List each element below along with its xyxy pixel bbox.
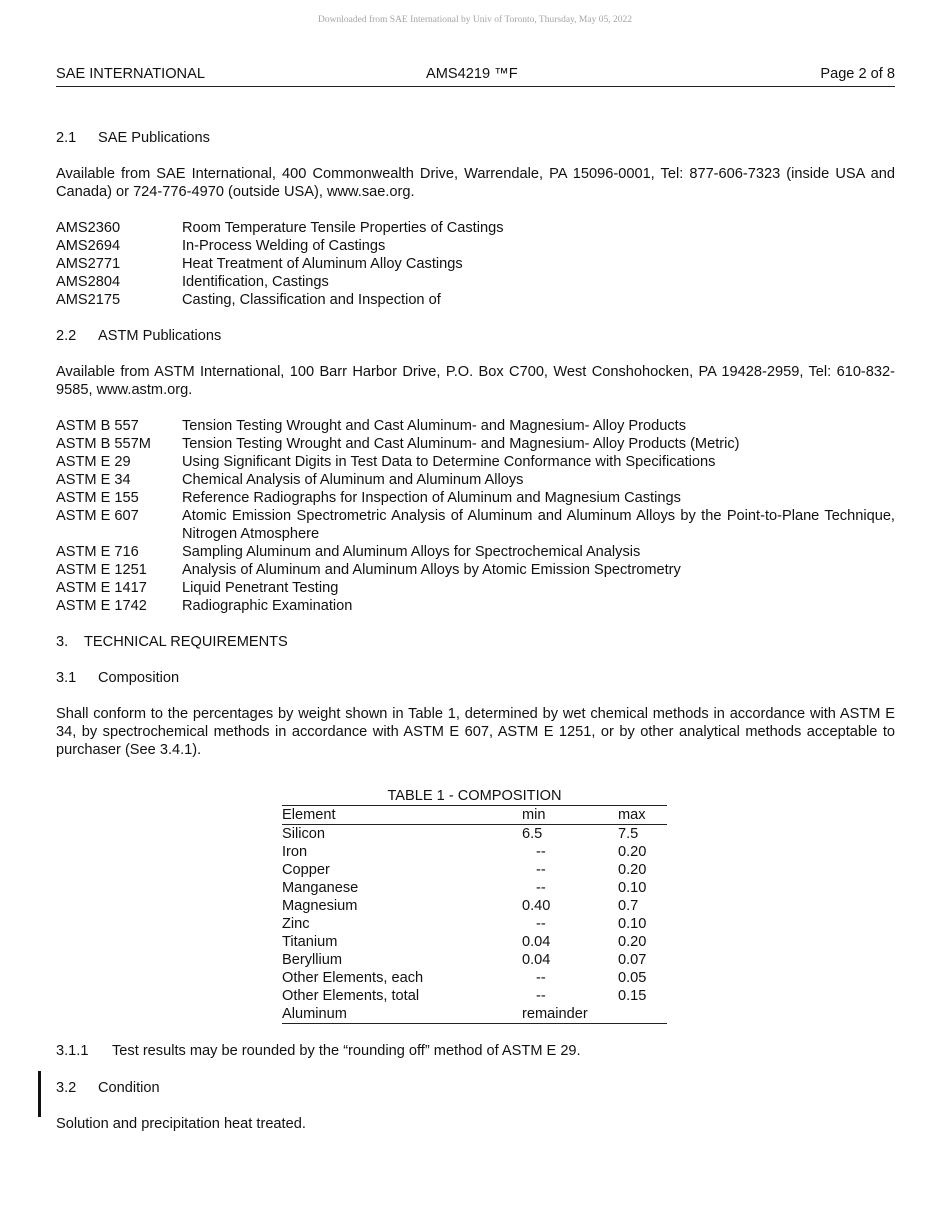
section-number: 3.1.1 — [56, 1043, 89, 1059]
cell-element: Iron — [282, 844, 308, 860]
reference-title: Using Significant Digits in Test Data to Determine Conformance with Specifications — [182, 454, 716, 470]
table-row — [282, 1005, 667, 1024]
reference-code: ASTM E 1742 — [56, 598, 147, 614]
reference-code: ASTM E 155 — [56, 490, 139, 506]
table-row — [282, 897, 667, 915]
reference-code: AMS2694 — [56, 238, 121, 254]
section-title: Composition — [98, 670, 180, 686]
reference-code: AMS2771 — [56, 256, 121, 272]
reference-title: Room Temperature Tensile Properties of Castings — [182, 220, 504, 236]
table-caption: TABLE 1 - COMPOSITION — [387, 788, 562, 804]
section-3-1-heading — [56, 669, 895, 687]
section-3-2-text: Solution and precipitation heat treated. — [56, 1116, 306, 1132]
table-row — [282, 951, 667, 969]
section-number: 3.2 — [56, 1080, 77, 1096]
reference-code: AMS2360 — [56, 220, 121, 236]
reference-item — [56, 291, 895, 309]
cell-max — [618, 1005, 667, 1024]
cell-max: 0.10 — [618, 916, 647, 932]
section-3-1-text: Shall conform to the percentages by weight shown in Table 1, determined by wet chemical methods in accordance with ASTM E 34, by spectrochemical methods in accordance with ASTM E 607, ASTM E 1251, or by other analytical methods acceptable to purchaser (See 3.4.1). — [56, 706, 895, 758]
cell-min: -- — [536, 970, 546, 986]
composition-table — [282, 787, 667, 1024]
document-body — [56, 129, 895, 1133]
section-3-2-heading — [56, 1079, 895, 1097]
cell-min: -- — [536, 916, 546, 932]
section-title: ASTM Publications — [98, 328, 222, 344]
reference-code: ASTM E 607 — [56, 508, 139, 524]
reference-title: Liquid Penetrant Testing — [182, 580, 339, 596]
section-title: Condition — [98, 1080, 160, 1096]
reference-title: Chemical Analysis of Aluminum and Aluminum Alloys — [182, 472, 524, 488]
column-header-min: min — [522, 807, 546, 823]
section-3-1-1 — [56, 1042, 895, 1060]
table-row — [282, 861, 667, 879]
cell-min: 6.5 — [522, 826, 543, 842]
table-row — [282, 879, 667, 897]
reference-title: Atomic Emission Spectrometric Analysis of Aluminum and Aluminum Alloys by the Point-to-Plane Technique, Nitrogen Atmosphere — [182, 508, 895, 542]
cell-max: 0.7 — [618, 898, 639, 914]
cell-element: Other Elements, each — [282, 970, 424, 986]
composition-table-grid — [282, 805, 667, 1024]
reference-item — [56, 219, 895, 237]
header-page-number: Page 2 of 8 — [820, 66, 895, 82]
cell-element: Other Elements, total — [282, 988, 420, 1004]
section-3-heading — [56, 633, 895, 651]
cell-element: Aluminum — [282, 1006, 347, 1022]
reference-item — [56, 579, 895, 597]
section-2-2-heading — [56, 327, 895, 345]
column-header-element: Element — [282, 807, 336, 823]
cell-max: 0.05 — [618, 970, 647, 986]
reference-code: ASTM E 716 — [56, 544, 139, 560]
cell-min: -- — [536, 880, 546, 896]
reference-code: ASTM E 1251 — [56, 562, 147, 578]
page-header — [56, 66, 895, 87]
reference-item — [56, 597, 895, 615]
reference-item — [56, 237, 895, 255]
column-header-max: max — [618, 807, 646, 823]
reference-title: Sampling Aluminum and Aluminum Alloys for Spectrochemical Analysis — [182, 544, 641, 560]
cell-max: 0.20 — [618, 862, 647, 878]
reference-item — [56, 435, 895, 453]
sae-reference-list — [56, 219, 895, 309]
revision-change-bar — [38, 1071, 41, 1117]
cell-min: remainder — [522, 1006, 588, 1022]
cell-element: Manganese — [282, 880, 359, 896]
table-row — [282, 825, 667, 844]
reference-code: ASTM E 34 — [56, 472, 131, 488]
cell-max: 0.20 — [618, 844, 647, 860]
reference-code: ASTM B 557 — [56, 418, 139, 434]
download-notice: Downloaded from SAE International by Univ of Toronto, Thursday, May 05, 2022 — [318, 15, 632, 25]
reference-item — [56, 561, 895, 579]
reference-title: Radiographic Examination — [182, 598, 353, 614]
cell-max: 0.10 — [618, 880, 647, 896]
reference-item — [56, 543, 895, 561]
cell-element: Titanium — [282, 934, 338, 950]
reference-title: Reference Radiographs for Inspection of Aluminum and Magnesium Castings — [182, 490, 681, 506]
reference-item — [56, 507, 895, 543]
section-title: TECHNICAL REQUIREMENTS — [84, 634, 288, 650]
reference-title: Tension Testing Wrought and Cast Aluminum- and Magnesium- Alloy Products — [182, 418, 687, 434]
reference-title: In-Process Welding of Castings — [182, 238, 386, 254]
cell-max: 0.15 — [618, 988, 647, 1004]
cell-element: Magnesium — [282, 898, 358, 914]
reference-code: ASTM B 557M — [56, 436, 151, 452]
cell-element: Silicon — [282, 826, 325, 842]
reference-item — [56, 273, 895, 291]
cell-max: 0.07 — [618, 952, 647, 968]
section-title: SAE Publications — [98, 130, 210, 146]
reference-code: AMS2804 — [56, 274, 121, 290]
section-2-1-text: Available from SAE International, 400 Commonwealth Drive, Warrendale, PA 15096-0001, Tel: 877-606-7323 (inside USA and Canada) or 724-776-4970 (outside USA), www.sae.org. — [56, 166, 895, 200]
reference-code: ASTM E 29 — [56, 454, 131, 470]
section-number: 2.2 — [56, 328, 77, 344]
section-2-2-text: Available from ASTM International, 100 Barr Harbor Drive, P.O. Box C700, West Conshohocken, PA 19428-2959, Tel: 610-832-9585, www.astm.org. — [56, 364, 895, 398]
header-organization: SAE INTERNATIONAL — [56, 66, 205, 82]
reference-title: Tension Testing Wrought and Cast Aluminum- and Magnesium- Alloy Products (Metric) — [182, 436, 740, 452]
cell-max: 7.5 — [618, 826, 639, 842]
reference-code: AMS2175 — [56, 292, 121, 308]
cell-element: Beryllium — [282, 952, 343, 968]
table-row — [282, 933, 667, 951]
table-row — [282, 987, 667, 1005]
cell-min: 0.04 — [522, 934, 551, 950]
cell-min: 0.40 — [522, 898, 551, 914]
cell-max: 0.20 — [618, 934, 647, 950]
reference-title: Heat Treatment of Aluminum Alloy Castings — [182, 256, 463, 272]
reference-title: Analysis of Aluminum and Aluminum Alloys by Atomic Emission Spectrometry — [182, 562, 681, 578]
header-document-id: AMS4219 ™F — [426, 66, 518, 82]
reference-item — [56, 471, 895, 489]
section-number: 3.1 — [56, 670, 77, 686]
reference-item — [56, 417, 895, 435]
table-row — [282, 915, 667, 933]
cell-min: -- — [536, 988, 546, 1004]
reference-item — [56, 489, 895, 507]
cell-min: -- — [536, 844, 546, 860]
cell-min: 0.04 — [522, 952, 551, 968]
reference-item — [56, 255, 895, 273]
astm-reference-list — [56, 417, 895, 615]
table-header-row — [282, 806, 667, 825]
cell-element: Copper — [282, 862, 330, 878]
reference-title: Casting, Classification and Inspection of — [182, 292, 441, 308]
reference-code: ASTM E 1417 — [56, 580, 147, 596]
table-row — [282, 969, 667, 987]
reference-title: Identification, Castings — [182, 274, 329, 290]
table-row — [282, 843, 667, 861]
section-text: Test results may be rounded by the “rounding off” method of ASTM E 29. — [112, 1043, 581, 1059]
reference-item — [56, 453, 895, 471]
cell-element: Zinc — [282, 916, 310, 932]
section-2-1-heading — [56, 129, 895, 147]
section-number: 2.1 — [56, 130, 77, 146]
section-number: 3. — [56, 634, 69, 650]
cell-min: -- — [536, 862, 546, 878]
